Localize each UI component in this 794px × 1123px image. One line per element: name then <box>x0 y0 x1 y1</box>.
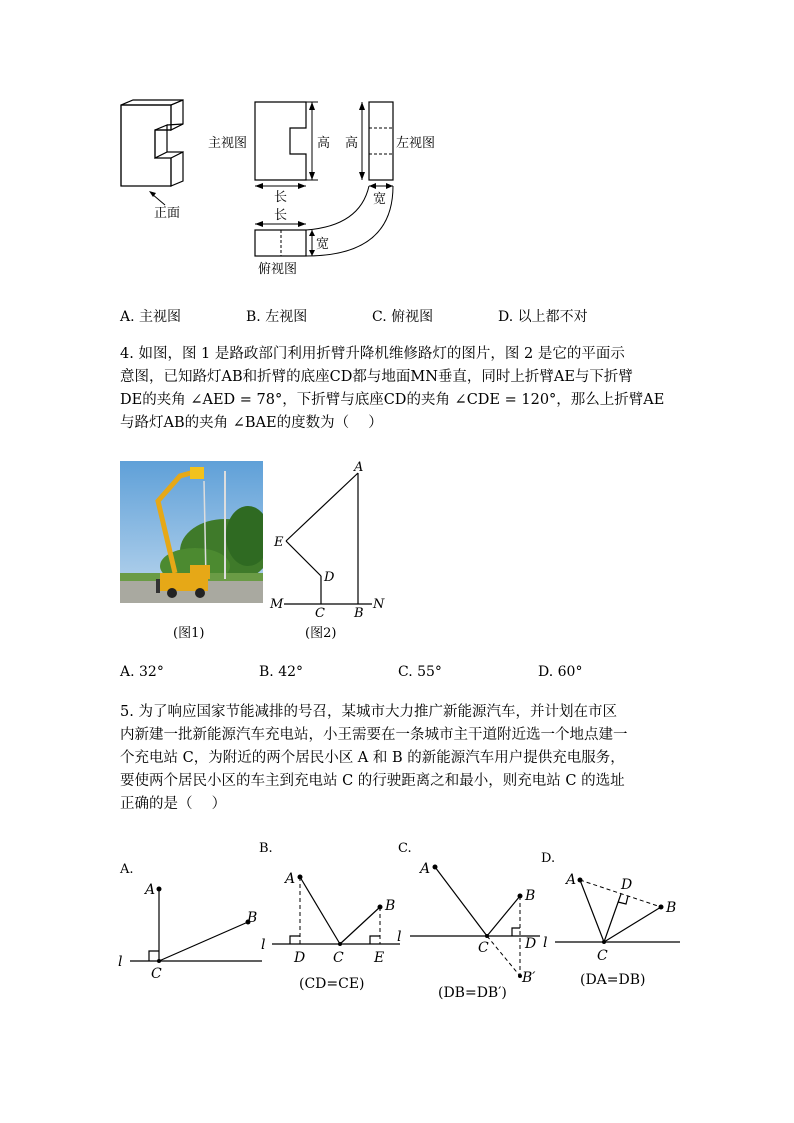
svg-text:B: B <box>525 888 536 904</box>
q4-option-c: C. 55° <box>398 664 442 680</box>
point-c: C <box>315 606 325 620</box>
q5-caption-d: (DA=DB) <box>580 972 646 988</box>
point-d: D <box>324 570 335 585</box>
main-view-shape <box>255 102 306 180</box>
svg-text:l: l <box>543 935 548 951</box>
figure-1-caption: (图1) <box>173 626 205 641</box>
svg-text:D: D <box>525 936 537 952</box>
q5-caption-b: (CD=CE) <box>299 976 365 992</box>
svg-text:E: E <box>374 950 385 966</box>
svg-text:B: B <box>247 910 258 926</box>
svg-text:C: C <box>478 940 489 956</box>
question-5-text: 5. 为了响应国家节能减排的号召，某城市大力推广新能源汽车，并计划在市区 内新建一批新能源汽车充电站，小王需要在一条城市主干道附近选一个地点建一 个充电站 C，为附近的两个居民小区 A 和 B 的新能源汽车用户提供充电服务， 要使两个居民小区的车主到充电站 C 的行驶距离之和最小，则充电站 C 的选址 正确的是（ ） <box>120 704 628 812</box>
svg-text:A: A <box>145 882 156 898</box>
svg-text:C: C <box>597 948 608 964</box>
q3-option-a: A. 主视图 <box>120 309 182 325</box>
q3-option-c: C. 俯视图 <box>372 309 434 325</box>
front-label: 正面 <box>154 206 181 221</box>
q5-caption-c: (DB=DB′) <box>438 985 507 1001</box>
svg-text:D: D <box>294 950 306 966</box>
left-view-shape <box>369 102 393 180</box>
svg-text:A: A <box>566 872 577 888</box>
streetlight-photo <box>120 461 263 603</box>
q5-option-c-label: C. <box>398 841 412 856</box>
width-label-top: 宽 <box>316 237 330 252</box>
length-label-main: 长 <box>274 190 288 205</box>
svg-text:B: B <box>385 898 396 914</box>
three-view-figure <box>110 95 450 285</box>
q4-option-a: A. 32° <box>120 664 164 680</box>
q3-option-b: B. 左视图 <box>246 309 308 325</box>
svg-text:C: C <box>151 966 162 982</box>
height-label-left: 高 <box>345 136 359 151</box>
svg-text:l: l <box>397 929 402 945</box>
svg-text:B′: B′ <box>522 970 536 986</box>
svg-text:B: B <box>666 900 677 916</box>
svg-text:l: l <box>118 954 123 970</box>
length-label-top: 长 <box>274 208 288 223</box>
point-a: A <box>354 460 364 475</box>
main-view-label: 主视图 <box>208 136 248 151</box>
svg-text:A: A <box>420 861 431 877</box>
q5-options-figure <box>110 835 690 1005</box>
point-n: N <box>373 597 385 612</box>
svg-text:D: D <box>621 877 633 893</box>
point-b: B <box>354 606 364 620</box>
point-m: M <box>270 597 284 612</box>
q5-option-a-label: A. <box>120 862 134 877</box>
top-view-label: 俯视图 <box>258 262 298 277</box>
svg-text:C: C <box>333 950 344 966</box>
q5-option-b-label: B. <box>259 841 273 856</box>
height-label-main: 高 <box>317 136 331 151</box>
q4-option-d: D. 60° <box>538 664 583 680</box>
c-shaped-solid <box>121 100 183 186</box>
svg-text:A: A <box>285 871 296 887</box>
q4-option-b: B. 42° <box>259 664 304 680</box>
figure-2-caption: (图2) <box>305 626 337 641</box>
question-4-text: 4. 如图，图 1 是路政部门利用折臂升降机维修路灯的图片，图 2 是它的平面示 意图，已知路灯AB和折臂的底座CD都与地面MN垂直，同时上折臂AE与下折臂 DE的夹角 ∠AED = 78°，下折臂与底座CD的夹角 ∠CDE = 120°，那么上折臂AE 与路灯AB的夹角 ∠BAE的度数为（ ） <box>120 346 665 431</box>
width-label-left: 宽 <box>373 192 387 207</box>
point-e: E <box>274 535 284 550</box>
q5-option-d-label: D. <box>541 851 556 866</box>
svg-text:l: l <box>261 937 266 953</box>
streetlight-diagram <box>268 455 388 620</box>
q3-option-d: D. 以上都不对 <box>498 309 588 325</box>
left-view-label: 左视图 <box>396 136 436 151</box>
